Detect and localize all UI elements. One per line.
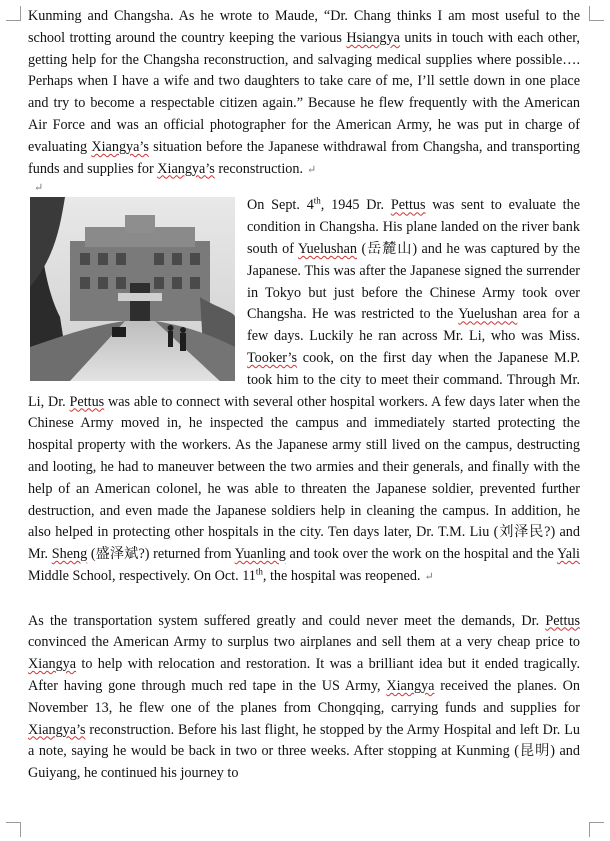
empty-paragraph-mark: ↵	[34, 182, 44, 195]
spellcheck-word: Xiangya’s	[91, 138, 149, 155]
corner-mark-bottom-left	[6, 822, 21, 837]
spellcheck-word: Yuelushan	[297, 240, 358, 257]
corner-mark-top-right	[589, 6, 604, 21]
spellcheck-word: Pettus	[545, 612, 580, 629]
paragraph-3: As the transportation system suffered greatly and could never meet the demands, Dr. Pettus convinced the American Army to surplus two airplanes and sell them at a very cheap price to Xiangya to help with relocation and restoration. It was a brilliant idea but it ended tragically. After having gone through much red tape in the US Army, Xiangya received the planes. On November 13, he flew one of the planes from Chongqing, carrying funds and supplies for Xiangya’s reconstruction. Before his last flight, he stopped by the Army Hospital and left Dr. Lu a note, saying he would be back in two or three weeks. After stopping at Kunming (昆明) and Guiyang, he continued his journey to	[28, 612, 580, 782]
corner-mark-top-left	[6, 6, 21, 21]
spellcheck-word: Tooker’s	[247, 349, 297, 366]
spellcheck-word: Pettus	[69, 393, 105, 410]
spellcheck-word: Hsiangya	[346, 29, 400, 46]
spellcheck-word: Xiangya’s	[157, 160, 215, 177]
paragraph-mark: ↵	[424, 570, 434, 583]
paragraph-1: Kunming and Changsha. As he wrote to Maude, “Dr. Chang thinks I am most useful to the school trotting around the country keeping the various Hsiangya units in touch with each other, getting help for the Changsha reconstruction, and salvaging medical supplies where possible…. Perhaps when I have a wife and two daughters to take care of me, I’ll settle down in one place and try to become a respectable citizen again.” Because he flew frequently with the American Air Force and was an official photographer for the American Army, he was put in charge of evaluating Xiangya’s situation before the Japanese withdrawal from Changsha, and transporting funds and supplies for Xiangya’s reconstruction. ↵	[28, 8, 581, 177]
spellcheck-word: Xiangya’s	[28, 721, 86, 738]
photo-street-scene	[30, 197, 235, 381]
spellcheck-word: Xiangya	[28, 656, 77, 673]
spellcheck-word: Xiangya	[386, 677, 435, 694]
spellcheck-word: Sheng	[51, 546, 88, 563]
paragraph-mark: ↵	[307, 163, 317, 176]
blank-line	[28, 589, 580, 611]
paragraph-2: On Sept. 4th, 1945 Dr. Pettus was sent to evaluate the condition in Changsha. His plane landed on the river bank south of Yuelushan (岳麓山) and he was captured by the Japanese. This was after the Japanese signed the surrender in Tokyo but just before the Chinese Army took over Changsha. He was restricted to the Yuelushan area for a few days. Luckily he ran across Mr. Li, who was Miss. Tooker’s cook, on the first day when the Japanese M.P. took him to the city to meet their command. Through Mr. Li, Dr. Pettus was able to connect with several other hospital workers. A few days later when the Chinese Army moved in, he inspected the campus and immediately started protecting the hospital property with the workers. As the Japanese army still lived on the campus, destructing and looting, he had to maneuver between the two armies and their generals, and finally with the help of an American colonel, he was able to threaten the Japanese soldier, prevented further destruction, and even made the Japanese soldiers help in cleaning the campus. In addition, he also helped in protecting other hospitals in the city. Ten days later, Dr. T.M. Liu (刘泽民?) and Mr. Sheng (盛泽斌?) returned from Yuanling and took over the work on the hospital and the Yali Middle School, respectively. On Oct. 11th, the hospital was reopened. ↵	[28, 195, 581, 584]
spellcheck-word: Pettus	[390, 197, 426, 214]
spellcheck-word: Yali	[556, 546, 580, 563]
historical-photo	[30, 197, 235, 381]
spellcheck-word: Yuelushan	[458, 306, 518, 323]
document-body[interactable]	[28, 6, 580, 785]
spellcheck-word: Yuanling	[234, 546, 286, 563]
corner-mark-bottom-right	[589, 822, 604, 837]
